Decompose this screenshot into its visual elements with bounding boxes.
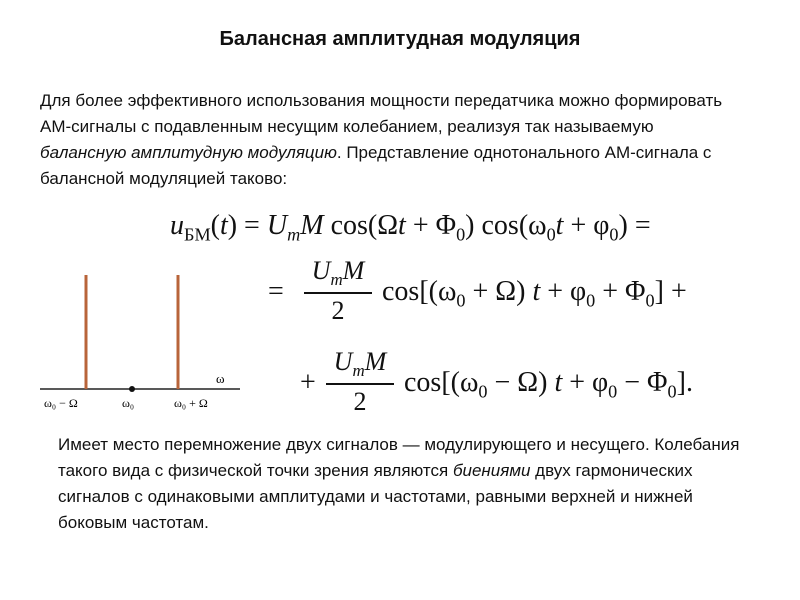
- formula-fraction-1: $U_mM$ 2: [304, 256, 372, 326]
- carrier-point: [129, 386, 135, 392]
- conclusion-text-1: Имеет место перемножение двух сигналов — модулирующего и несущего. Колебания такого вида с физической точки зрения являются: [58, 435, 740, 480]
- tick-label-upper: ω₀ + Ω: [174, 396, 208, 410]
- intro-text-2: . Представление однотонального АМ-сигнала с балансной модуляцией таково:: [40, 143, 712, 188]
- formula-eq-sign-2: =: [268, 276, 284, 307]
- tick-label-lower: ω₀ − Ω: [44, 396, 78, 410]
- spectrum-diagram: [30, 265, 250, 415]
- slide-title: Балансная амплитудная модуляция: [219, 28, 581, 50]
- intro-text-1: Для более эффективного использования мощности передатчика можно формировать АМ-сигналы с подавленным несущим колебанием, реализуя так называемую: [40, 91, 723, 136]
- formula-plus-3: +: [300, 367, 316, 398]
- conclusion-paragraph: [58, 432, 758, 536]
- conclusion-text-2: двух гармонических сигналов с одинаковыми амплитудами и частотами, равными верхней и нижней боковым частотам.: [58, 461, 693, 532]
- intro-paragraph: [40, 88, 740, 192]
- formula-line-3: $\cos[(\omega_0 - \Omega) t + \varphi_0 - \Phi_0]$.: [404, 367, 693, 402]
- formula-fraction-2: $U_mM$ 2: [326, 347, 394, 417]
- formula-line-1: $u_{БМ}(t) = U_mM$ $\cos(\Omega t + \Phi_0)$ $\cos(\omega_0t + \varphi_0)$ =: [170, 210, 651, 245]
- conclusion-term: биениями: [452, 461, 531, 480]
- tick-label-center: ω₀: [122, 396, 135, 410]
- formula-line-2: $\cos[(\omega_0 + \Omega) t + \varphi_0 + \Phi_0]$ +: [382, 276, 687, 311]
- axis-label: ω: [216, 371, 225, 386]
- intro-term: балансную амплитудную модуляцию: [40, 143, 337, 162]
- formula: [160, 202, 780, 422]
